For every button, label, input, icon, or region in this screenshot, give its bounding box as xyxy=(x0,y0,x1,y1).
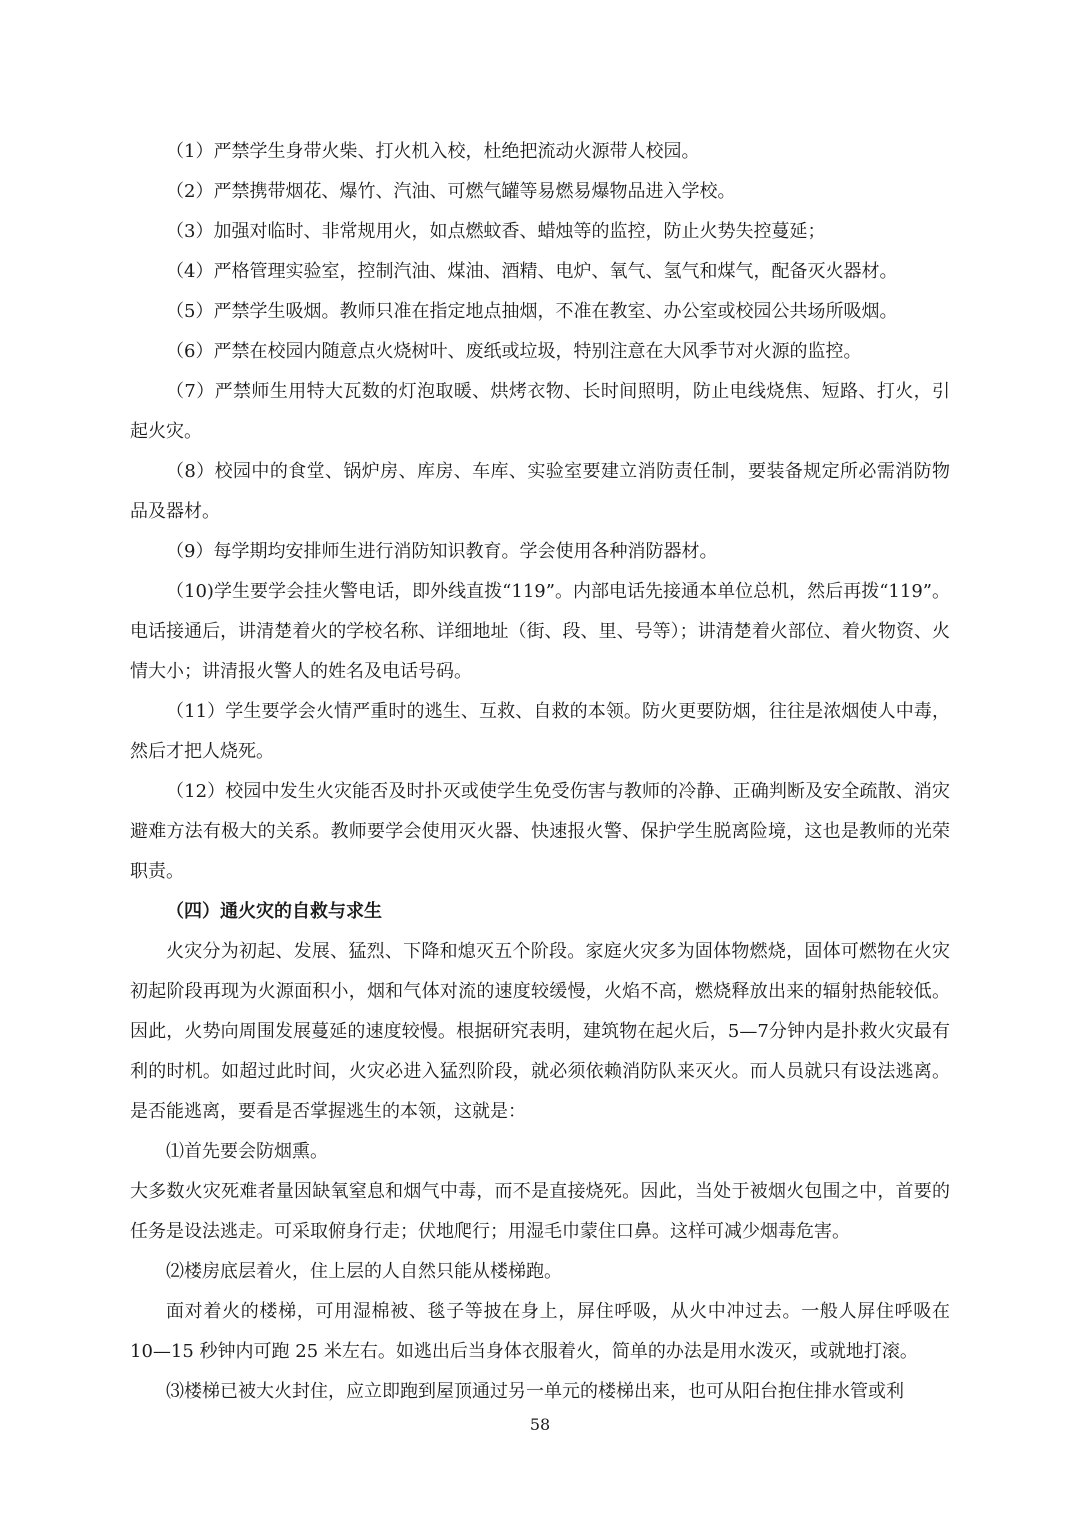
page-number: 58 xyxy=(529,1415,551,1434)
rule-item: （8）校园中的食堂、锅炉房、库房、车库、实验室要建立消防责任制，要装备规定所必需消防物品及器材。 xyxy=(130,461,950,522)
rule-item: （11）学生要学会火情严重时的逃生、互救、自救的本领。防火更要防烟，往往是浓烟使人中毒，然后才把人烧死。 xyxy=(130,701,950,762)
tip-heading: ⑶楼梯已被大火封住，应立即跑到屋顶通过另一单元的楼梯出来，也可从阳台抱住排水管或利 xyxy=(166,1381,904,1402)
document-body xyxy=(130,132,950,1412)
section-heading: （四）通火灾的自救与求生 xyxy=(166,901,382,922)
rule-item: （5）严禁学生吸烟。教师只准在指定地点抽烟，不准在教室、办公室或校园公共场所吸烟。 xyxy=(166,301,898,322)
rule-item: （6）严禁在校园内随意点火烧树叶、废纸或垃圾，特别注意在大风季节对火源的监控。 xyxy=(166,341,862,362)
rule-item: （7）严禁师生用特大瓦数的灯泡取暖、烘烤衣物、长时间照明，防止电线烧焦、短路、打火，引起火灾。 xyxy=(130,381,950,442)
rule-item: （3）加强对临时、非常规用火，如点燃蚊香、蜡烛等的监控，防止火势失控蔓延； xyxy=(166,221,826,242)
tip-heading: ⑴首先要会防烟熏。 xyxy=(166,1141,328,1162)
rule-item: （1）严禁学生身带火柴、打火机入校，杜绝把流动火源带人校园。 xyxy=(166,141,700,162)
rule-item: （9）每学期均安排师生进行消防知识教育。学会使用各种消防器材。 xyxy=(166,541,718,562)
rule-item: （4）严格管理实验室，控制汽油、煤油、酒精、电炉、氧气、氢气和煤气，配备灭火器材。 xyxy=(166,261,898,282)
tip-body: 面对着火的楼梯，可用湿棉被、毯子等披在身上，屏住呼吸，从火中冲过去。一般人屏住呼吸在 10—15 秒钟内可跑 25 米左右。如逃出后当身体衣服着火，简单的办法是用水泼灭，或就地打滚。 xyxy=(130,1301,950,1362)
intro-paragraph: 火灾分为初起、发展、猛烈、下降和熄灭五个阶段。家庭火灾多为固体物燃烧，固体可燃物在火灾初起阶段再现为火源面积小，烟和气体对流的速度较缓慢，火焰不高，燃烧释放出来的辐射热能较低。因此，火势向周围发展蔓延的速度较慢。根据研究表明，建筑物在起火后，5—7分钟内是扑救火灾最有利的时机。如超过此时间，火灾必进入猛烈阶段，就必须依赖消防队来灭火。而人员就只有设法逃离。是否能逃离，要看是否掌握逃生的本领，这就是： xyxy=(130,941,950,1122)
rule-item: （10)学生要学会挂火警电话，即外线直拨“119”。内部电话先接通本单位总机，然后再拨“119”。电话接通后，讲清楚着火的学校名称、详细地址（街、段、里、号等）；讲清楚着火部位、着火物资、火情大小；讲清报火警人的姓名及电话号码。 xyxy=(130,581,950,682)
rule-item: （2）严禁携带烟花、爆竹、汽油、可燃气罐等易燃易爆物品进入学校。 xyxy=(166,181,736,202)
rule-item: （12）校园中发生火灾能否及时扑灭或使学生免受伤害与教师的冷静、正确判断及安全疏散、消灾避难方法有极大的关系。教师要学会使用灭火器、快速报火警、保护学生脱离险境，这也是教师的光荣职责。 xyxy=(130,781,950,882)
tip-heading: ⑵楼房底层着火，住上层的人自然只能从楼梯跑。 xyxy=(166,1261,562,1282)
tip-body: 大多数火灾死难者量因缺氧窒息和烟气中毒，而不是直接烧死。因此，当处于被烟火包围之中，首要的任务是设法逃走。可采取俯身行走；伏地爬行；用湿毛巾蒙住口鼻。这样可减少烟毒危害。 xyxy=(130,1181,950,1242)
